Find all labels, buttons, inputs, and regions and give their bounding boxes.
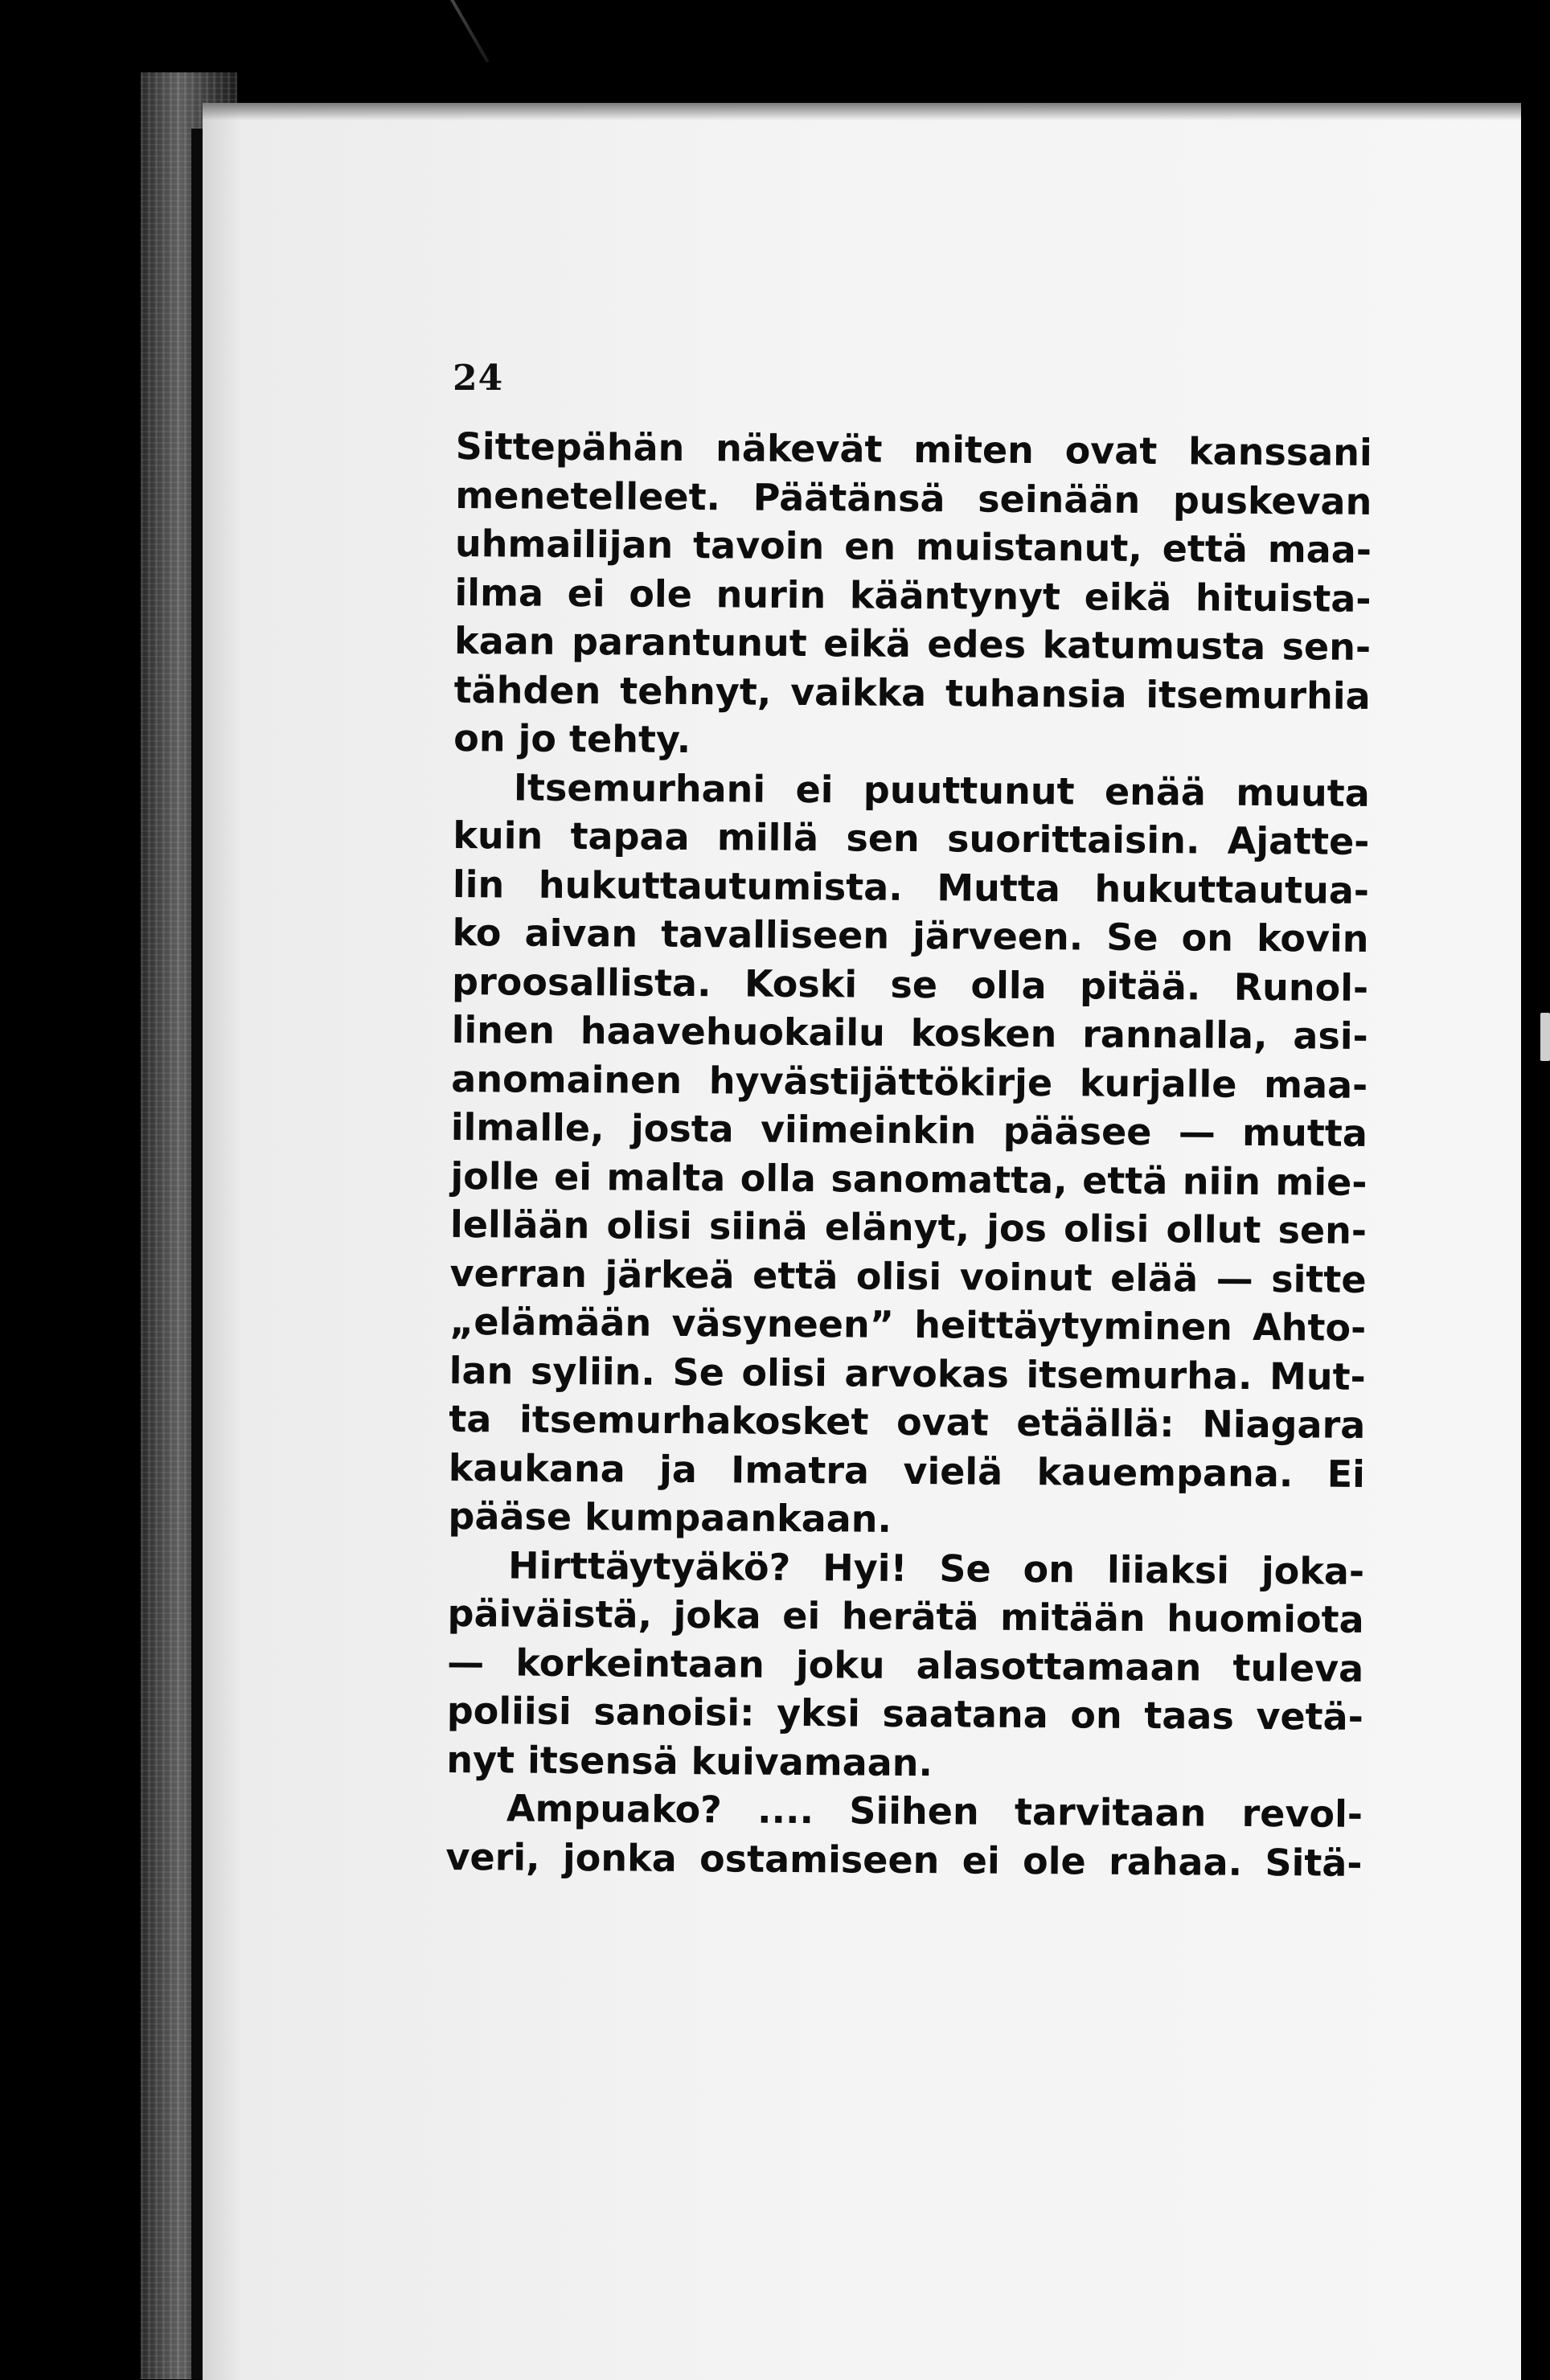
text-line: proosallista. Koski se olla pitää. Runol- [451,959,1369,1010]
text-line: ta itsemurhakosket ovat etäällä: Niagara [449,1396,1366,1447]
text-line: poliisi sanoisi: yksi saatana on taas vetä- [446,1688,1363,1739]
text-line: ilmalle, josta viimeinkin pääsee — mutta [450,1104,1368,1155]
text-line: ilma ei ole nurin kääntynyt eikä hituista- [454,570,1372,621]
text-line: kaan parantunut eikä edes katumusta sen- [453,618,1372,669]
text-line: on jo tehty. [453,715,691,762]
text-line: Sittepähän näkevät miten ovat kanssani [455,424,1372,474]
spine-edge [191,129,203,2379]
body-text [445,422,1372,1887]
text-line: — korkeintaan joku alasottamaan tuleva [447,1640,1364,1690]
text-line: Itsemurhani ei puuttunut enää muuta [513,765,1370,815]
text-line: anomainen hyvästijättökirje kurjalle maa- [451,1056,1368,1107]
text-line: veri, jonka ostamiseen ei ole rahaa. Sitä- [445,1834,1363,1885]
text-line: jolle ei malta olla sanomatta, että niin mie- [450,1153,1368,1204]
text-line: linen haavehuokailu kosken rannalla, asi- [451,1007,1368,1058]
text-line: kuin tapaa millä sen suorittaisin. Ajatte- [453,813,1370,863]
page-top-shadow [203,103,1521,121]
text-line: Hirttäytyäkö? Hyi! Se on liiaksi joka- [507,1542,1365,1593]
text-line: uhmailijan tavoin en muistanut, että maa- [454,521,1372,571]
text-line: nyt itsensä kuivamaan. [446,1737,933,1784]
text-line: tähden tehnyt, vaikka tuhansia itsemurhia [453,667,1371,718]
text-line: menetelleet. Päätänsä seinään puskevan [455,473,1372,523]
text-line: „elämään väsyneen” heittäytyminen Ahto- [449,1299,1367,1350]
text-line: ko aivan tavalliseen järveen. Se on kovin [452,910,1369,961]
text-line: pääse kumpaankaan. [448,1493,892,1541]
text-line: lin hukuttautumista. Mutta hukuttautua- [452,862,1370,912]
text-line: Ampuako? .... Siihen tarvitaan revol- [506,1786,1363,1836]
right-edge-mark [1540,1013,1550,1061]
text-line: lan syliin. Se olisi arvokas itsemurha. Mut- [449,1348,1366,1399]
page-number: 24 [453,358,504,399]
text-line: verran järkeä että olisi voinut elää — sitte [449,1251,1367,1301]
text-line: kaukana ja Imatra vielä kauempana. Ei [448,1445,1366,1496]
text-line: lellään olisi siinä elänyt, jos olisi ollut sen- [449,1202,1368,1252]
text-line: päiväistä, joka ei herätä mitään huomiota [447,1591,1364,1641]
